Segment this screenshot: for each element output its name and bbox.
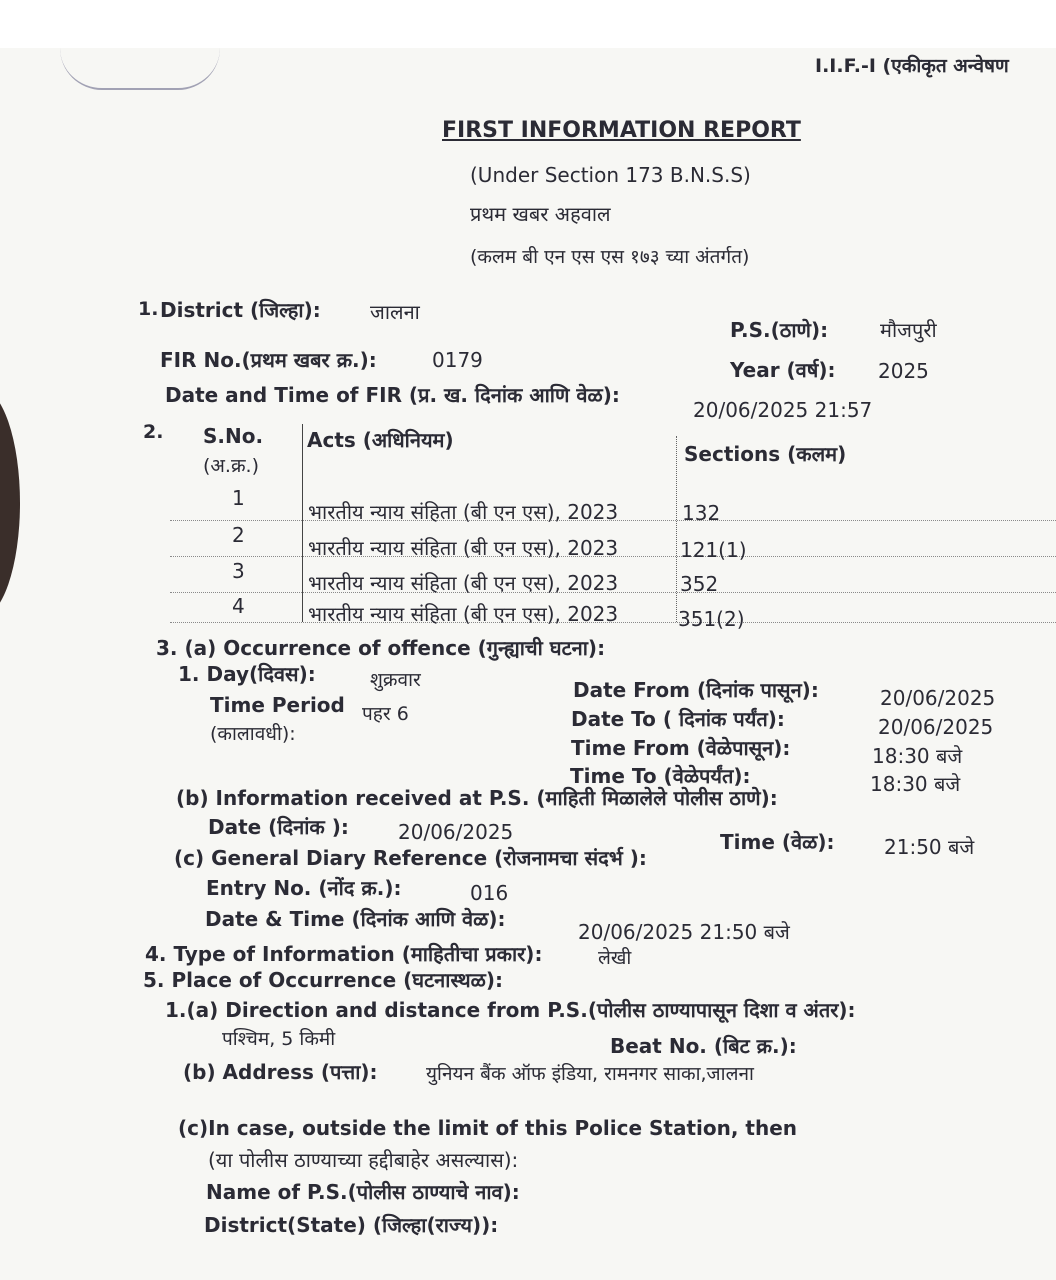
diary-datetime-value: 20/06/2025 21:50 बजे [578,920,790,944]
col-acts: Acts (अधिनियम) [307,428,454,452]
entry-no-value: 016 [470,881,509,905]
fir-datetime-label: Date and Time of FIR (प्र. ख. दिनांक आणि वेळ): [165,383,620,407]
row-act: भारतीय न्याय संहिता (बी एन एस), 2023 [308,571,619,595]
info-time-value: 21:50 बजे [884,835,975,859]
time-from-value: 18:30 बजे [872,744,963,768]
table-divider-sections [676,436,677,622]
row-act: भारतीय न्याय संहिता (बी एन एस), 2023 [308,602,619,626]
direction-distance-label: 1.(a) Direction and distance from P.S.(पोलीस ठाण्यापासून दिशा व अंतर): [165,998,856,1022]
subtitle-mr-2: (कलम बी एन एस एस १७३ च्या अंतर्गत) [470,246,750,268]
col-sno: S.No. [203,424,264,448]
fir-no-value: 0179 [432,348,483,372]
row-act: भारतीय न्याय संहिता (बी एन एस), 2023 [308,536,619,560]
time-period-label-mr: (कालावधी): [210,723,296,745]
name-of-ps-label: Name of P.S.(पोलीस ठाण्याचे नाव): [206,1180,520,1204]
time-period-label: Time Period [210,693,345,717]
district-value: जालना [370,300,420,324]
row-section: 352 [680,572,719,596]
document-title: FIRST INFORMATION REPORT [442,118,801,143]
place-of-occurrence-label: 5. Place of Occurrence (घटनास्थळ): [143,968,503,992]
section-1-number: 1. [138,298,159,320]
row-sno: 1 [232,486,245,510]
type-of-information-label: 4. Type of Information (माहितीचा प्रकार): [145,942,543,966]
date-to-label: Date To ( दिनांक पर्यंत): [571,707,785,731]
direction-distance-value: पश्चिम, 5 किमी [222,1028,336,1050]
time-to-value: 18:30 बजे [870,772,961,796]
address-label: (b) Address (पत्ता): [183,1060,378,1084]
row-sno: 3 [232,559,245,583]
date-from-label: Date From (दिनांक पासून): [573,678,819,702]
time-period-value: पहर 6 [362,703,409,725]
col-sno-mr: (अ.क्र.) [203,455,260,477]
beat-no-label: Beat No. (बिट क्र.): [610,1034,797,1058]
section-2-number: 2. [143,421,164,443]
fir-document [0,48,1056,1280]
subtitle-en: (Under Section 173 B.N.S.S) [470,163,751,187]
day-label: 1. Day(दिवस): [178,662,316,686]
ps-label: P.S.(ठाणे): [730,318,829,342]
year-label: Year (वर्ष): [730,358,836,382]
entry-no-label: Entry No. (नोंद क्र.): [206,876,402,900]
row-section: 132 [682,501,721,525]
time-from-label: Time From (वेळेपासून): [571,736,791,760]
fir-datetime-value: 20/06/2025 21:57 [693,398,873,422]
col-sections: Sections (कलम) [684,442,847,466]
page-shadow [0,388,20,618]
district-state-label: District(State) (जिल्हा(राज्य)): [204,1213,499,1237]
address-value: युनियन बैंक ऑफ इंडिया, रामनगर साका,जालना [426,1063,754,1085]
fir-no-label: FIR No.(प्रथम खबर क्र.): [160,348,377,372]
general-diary-label: (c) General Diary Reference (रोजनामचा संदर्भ ): [174,846,647,870]
outside-limit-label: (c)In case, outside the limit of this Police Station, then [178,1116,797,1140]
type-of-information-value: लेखी [598,947,632,969]
outside-limit-label-mr: (या पोलीस ठाण्याच्या हद्दीबाहेर असल्यास): [208,1148,519,1172]
info-time-label: Time (वेळ): [720,830,835,854]
row-sno: 2 [232,523,245,547]
occurrence-label: 3. (a) Occurrence of offence (गुन्ह्याची घटना): [156,636,606,660]
ps-value: मौजपुरी [880,318,937,342]
stamp-fragment [60,48,220,90]
row-section: 121(1) [680,538,747,562]
row-sno: 4 [232,594,245,618]
time-to-label: Time To (वेळेपर्यंत): [570,764,751,788]
row-section: 351(2) [678,607,745,631]
district-label: District (जिल्हा): [160,298,321,322]
info-date-value: 20/06/2025 [398,820,514,844]
diary-datetime-label: Date & Time (दिनांक आणि वेळ): [205,907,506,931]
date-from-value: 20/06/2025 [880,686,996,710]
subtitle-mr: प्रथम खबर अहवाल [470,202,611,226]
info-received-label: (b) Information received at P.S. (माहिती मिळालेले पोलीस ठाणे): [176,786,778,810]
row-act: भारतीय न्याय संहिता (बी एन एस), 2023 [308,500,619,524]
form-code: I.I.F.-I (एकीकृत अन्वेषण [815,55,1009,77]
info-date-label: Date (दिनांक ): [208,815,349,839]
year-value: 2025 [878,359,929,383]
date-to-value: 20/06/2025 [878,715,994,739]
day-value: शुक्रवार [370,669,421,691]
